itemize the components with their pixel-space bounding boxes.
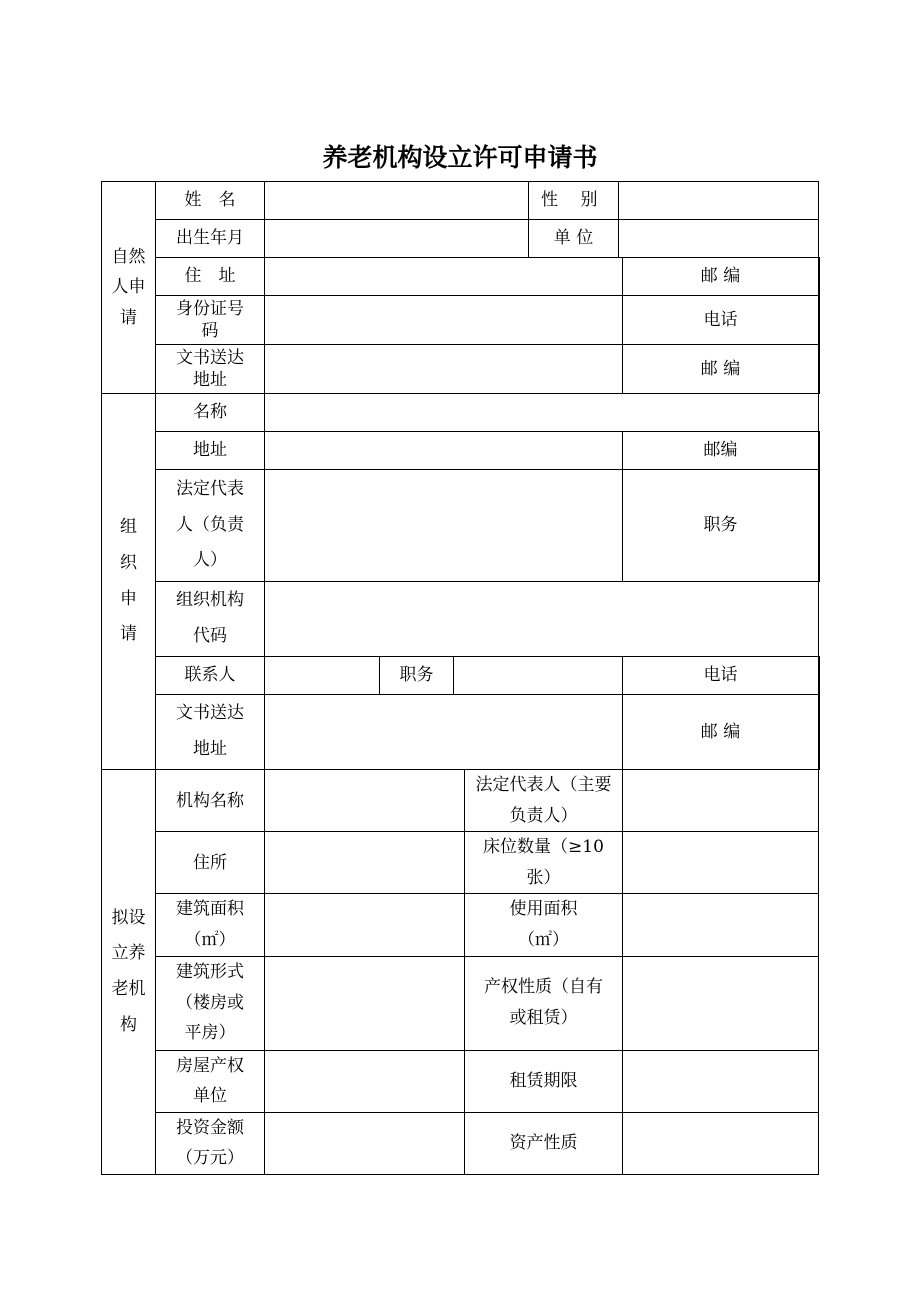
usable-area-label: 使用面积（㎡） bbox=[465, 894, 623, 956]
org-address-field[interactable] bbox=[265, 432, 623, 470]
name-field[interactable] bbox=[265, 182, 529, 220]
natural-person-section-header: 自然人申请 bbox=[102, 182, 156, 394]
building-area-field[interactable] bbox=[265, 894, 465, 956]
delivery-address-field[interactable] bbox=[265, 345, 623, 394]
property-nature-field[interactable] bbox=[623, 956, 819, 1050]
building-form-field[interactable] bbox=[265, 956, 465, 1050]
org-postcode-label: 邮编 bbox=[623, 432, 819, 470]
org-delivery-postcode-field[interactable] bbox=[819, 695, 820, 770]
asset-nature-field[interactable] bbox=[623, 1112, 819, 1174]
application-form-table bbox=[101, 181, 820, 1175]
property-owner-label: 房屋产权单位 bbox=[156, 1050, 265, 1112]
legal-rep-field[interactable] bbox=[265, 470, 623, 582]
residence-label: 住所 bbox=[156, 832, 265, 894]
legal-rep-position-field[interactable] bbox=[819, 470, 820, 582]
form-title: 养老机构设立许可申请书 bbox=[322, 143, 598, 172]
birth-date-label: 出生年月 bbox=[156, 220, 265, 258]
legal-rep-position-label: 职务 bbox=[623, 470, 819, 582]
lease-term-label: 租赁期限 bbox=[465, 1050, 623, 1112]
institution-name-field[interactable] bbox=[265, 770, 465, 832]
org-postcode-field[interactable] bbox=[819, 432, 820, 470]
phone-field[interactable] bbox=[819, 296, 820, 345]
organization-section-header: 组织申请 bbox=[102, 394, 156, 770]
bed-count-field[interactable] bbox=[623, 832, 819, 894]
address-label: 住 址 bbox=[156, 258, 265, 296]
institution-name-label: 机构名称 bbox=[156, 770, 265, 832]
building-form-label: 建筑形式（楼房或平房） bbox=[156, 956, 265, 1050]
usable-area-field[interactable] bbox=[623, 894, 819, 956]
id-number-field[interactable] bbox=[265, 296, 623, 345]
org-address-label: 地址 bbox=[156, 432, 265, 470]
property-owner-field[interactable] bbox=[265, 1050, 465, 1112]
name-label: 姓 名 bbox=[156, 182, 265, 220]
org-code-field[interactable] bbox=[265, 582, 819, 657]
institution-section-header: 拟设立养老机构 bbox=[102, 770, 156, 1175]
building-area-label: 建筑面积（㎡） bbox=[156, 894, 265, 956]
id-number-label: 身份证号码 bbox=[156, 296, 265, 345]
contact-label: 联系人 bbox=[156, 657, 265, 695]
contact-position-field[interactable] bbox=[454, 657, 623, 695]
org-delivery-address-label: 文书送达地址 bbox=[156, 695, 265, 770]
investment-amount-label: 投资金额（万元） bbox=[156, 1112, 265, 1174]
legal-rep-label: 法定代表人（负责人） bbox=[156, 470, 265, 582]
delivery-address-label: 文书送达地址 bbox=[156, 345, 265, 394]
org-delivery-postcode-label: 邮 编 bbox=[623, 695, 819, 770]
institution-legal-rep-label: 法定代表人（主要负责人） bbox=[465, 770, 623, 832]
delivery-postcode-field[interactable] bbox=[819, 345, 820, 394]
gender-field[interactable] bbox=[619, 182, 819, 220]
postcode-label: 邮 编 bbox=[623, 258, 819, 296]
property-nature-label: 产权性质（自有或租赁） bbox=[465, 956, 623, 1050]
lease-term-field[interactable] bbox=[623, 1050, 819, 1112]
org-name-field[interactable] bbox=[265, 394, 819, 432]
residence-field[interactable] bbox=[265, 832, 465, 894]
gender-label: 性 别 bbox=[529, 182, 619, 220]
org-code-label: 组织机构代码 bbox=[156, 582, 265, 657]
institution-legal-rep-field[interactable] bbox=[623, 770, 819, 832]
contact-position-label: 职务 bbox=[380, 657, 454, 695]
bed-count-label: 床位数量（≥10张） bbox=[465, 832, 623, 894]
org-name-label: 名称 bbox=[156, 394, 265, 432]
contact-field[interactable] bbox=[265, 657, 380, 695]
address-field[interactable] bbox=[265, 258, 623, 296]
unit-field[interactable] bbox=[619, 220, 819, 258]
unit-label: 单 位 bbox=[529, 220, 619, 258]
investment-amount-field[interactable] bbox=[265, 1112, 465, 1174]
phone-label: 电话 bbox=[623, 296, 819, 345]
org-delivery-address-field[interactable] bbox=[265, 695, 623, 770]
asset-nature-label: 资产性质 bbox=[465, 1112, 623, 1174]
postcode-field[interactable] bbox=[819, 258, 820, 296]
org-phone-label: 电话 bbox=[623, 657, 819, 695]
org-phone-field[interactable] bbox=[819, 657, 820, 695]
delivery-postcode-label: 邮 编 bbox=[623, 345, 819, 394]
birth-date-field[interactable] bbox=[265, 220, 529, 258]
